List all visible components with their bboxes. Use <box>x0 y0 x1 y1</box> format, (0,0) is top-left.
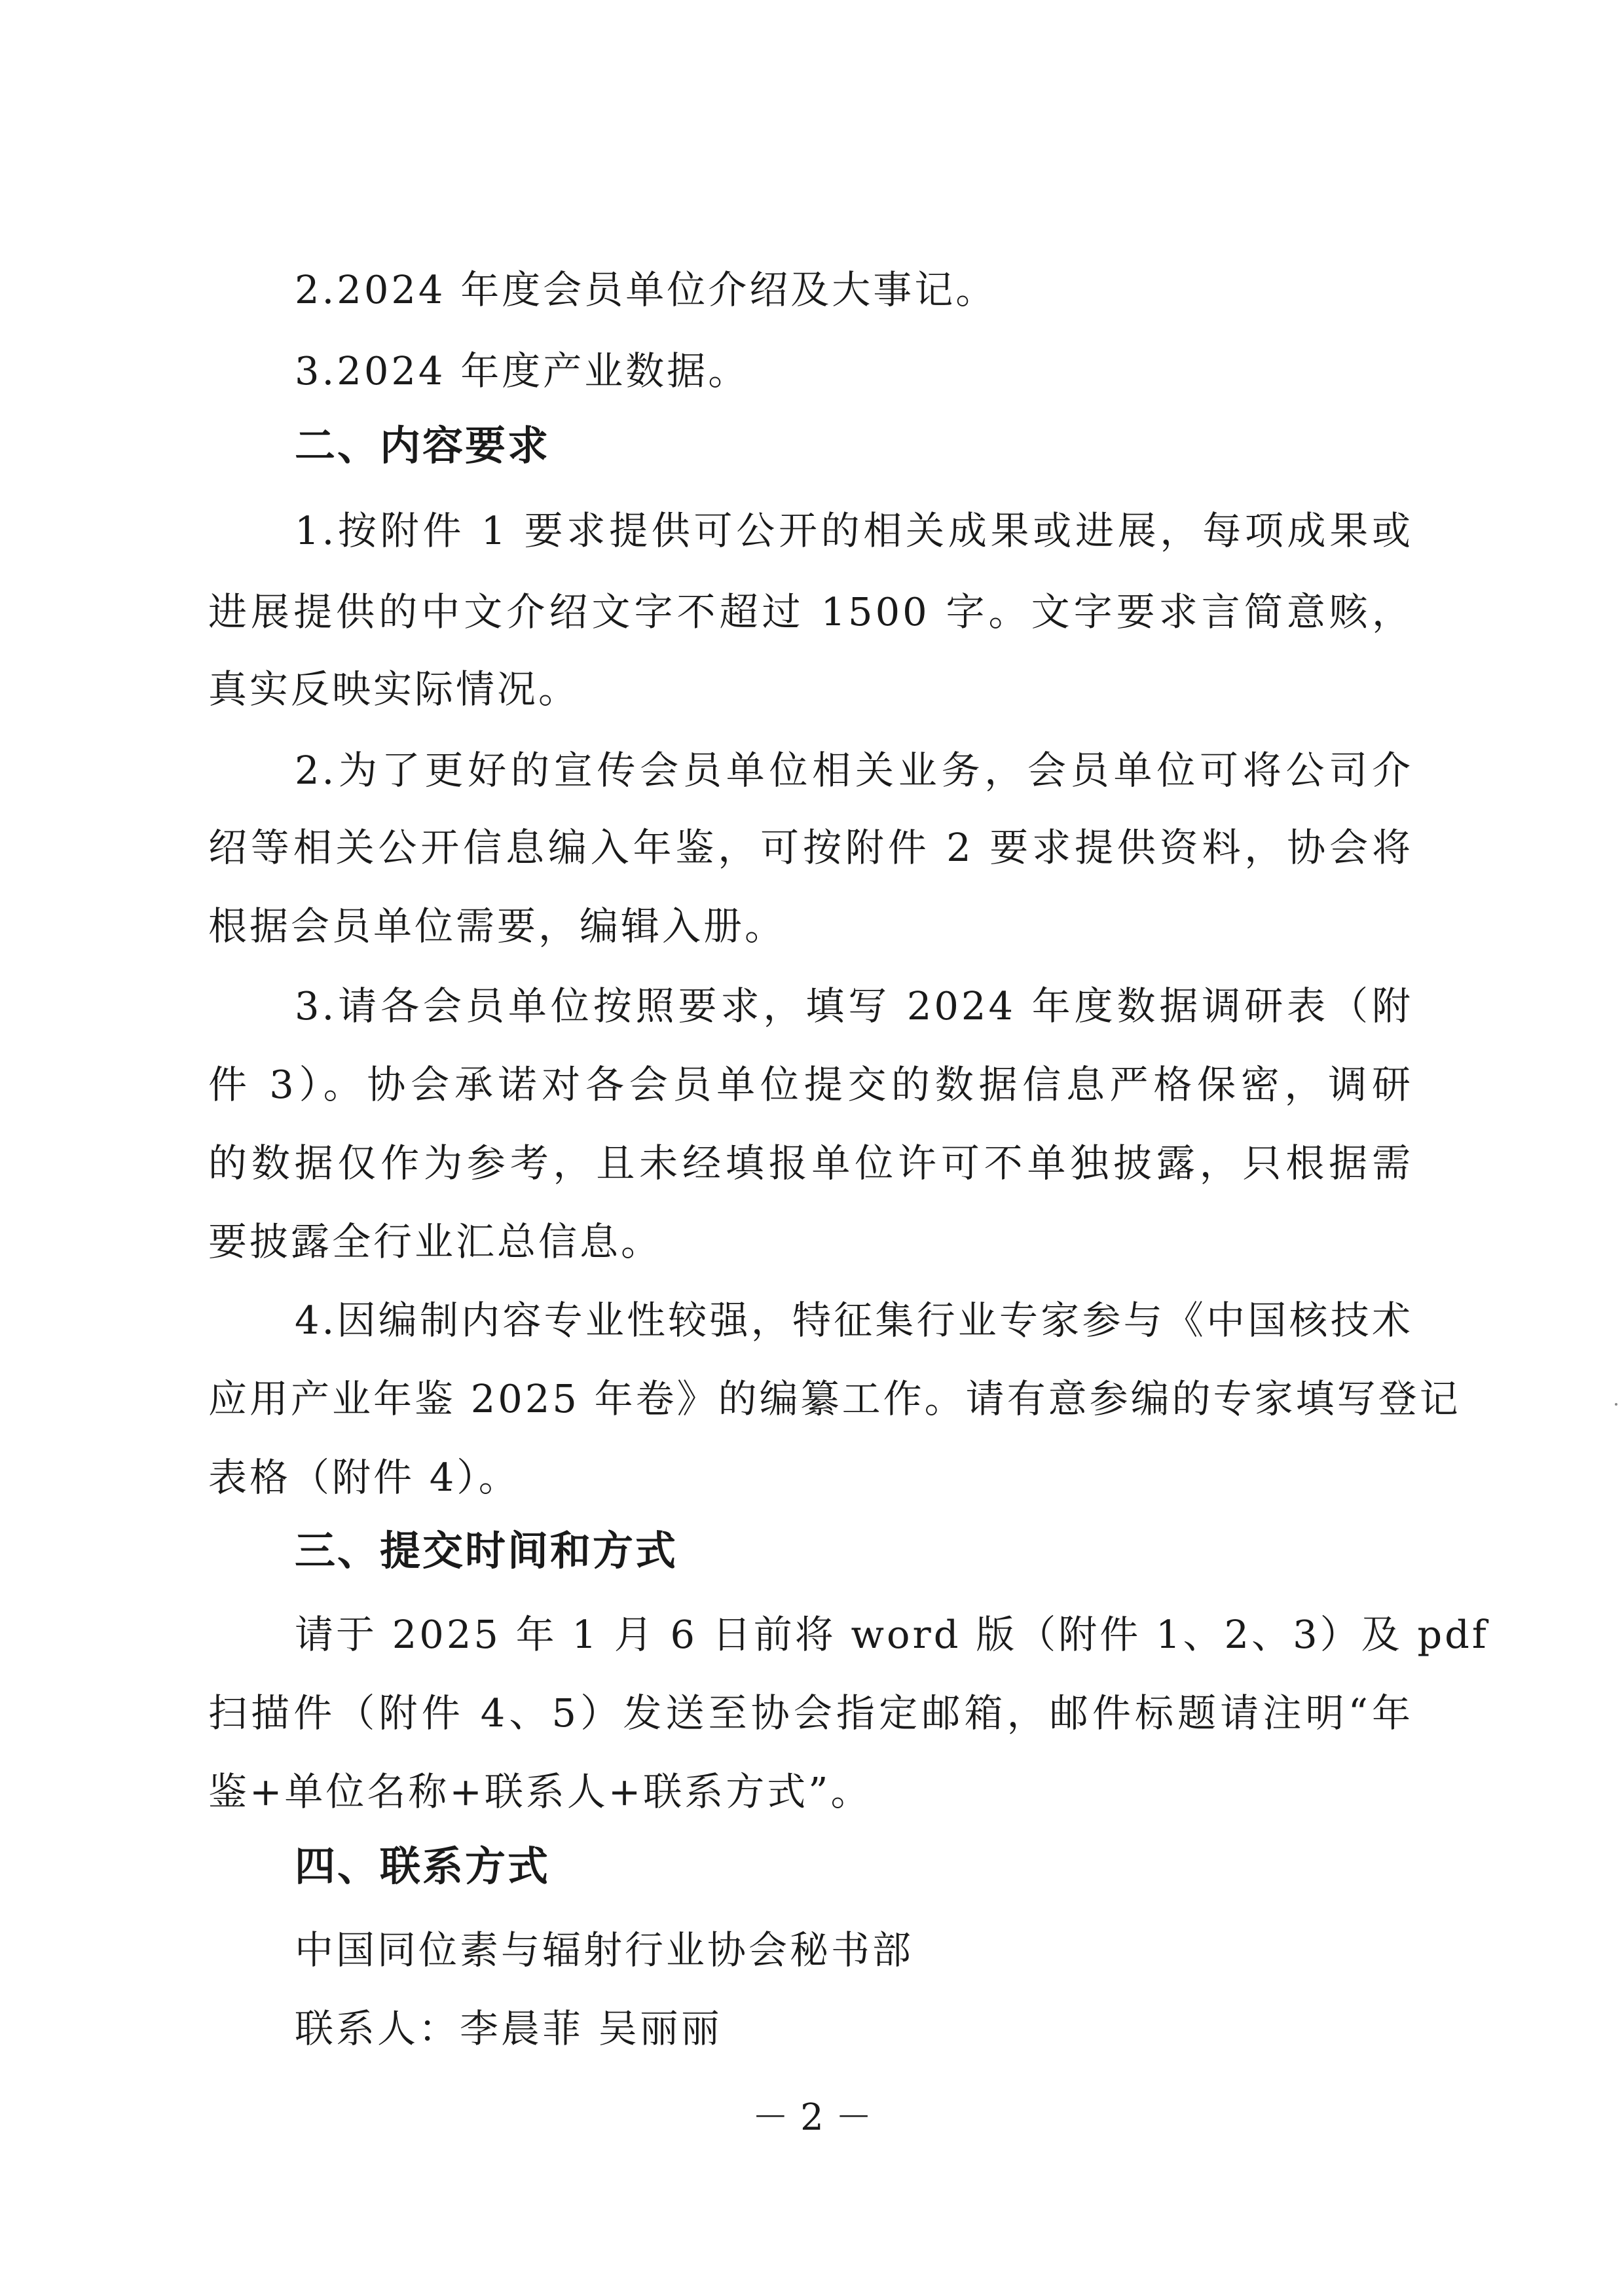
paragraph-line: 绍等相关公开信息编入年鉴，可按附件 2 要求提供资料，协会将 <box>208 825 1413 870</box>
paragraph-line: 2.2024 年度会员单位介绍及大事记。 <box>295 267 997 312</box>
section-heading: 三、提交时间和方式 <box>295 1527 678 1575</box>
paragraph-line: 真实反映实际情况。 <box>208 666 580 712</box>
page-number: － 2 － <box>752 2096 872 2139</box>
section-heading: 二、内容要求 <box>295 422 551 469</box>
paragraph-line: 表格（附件 4）。 <box>208 1455 520 1500</box>
paragraph-line: 件 3）。协会承诺对各会员单位提交的数据信息严格保密，调研 <box>208 1062 1413 1107</box>
paragraph-line: 应用产业年鉴 2025 年卷》的编纂工作。请有意参编的专家填写登记 <box>208 1376 1461 1421</box>
paragraph-line: 扫描件（附件 4、5）发送至协会指定邮箱，邮件标题请注明“年 <box>208 1690 1413 1736</box>
paragraph-line: 请于 2025 年 1 月 6 日前将 word 版（附件 1、2、3）及 pdf <box>295 1612 1489 1657</box>
scan-speck <box>1615 1403 1617 1406</box>
paragraph-line: 要披露全行业汇总信息。 <box>208 1219 663 1264</box>
paragraph-line: 3.2024 年度产业数据。 <box>295 348 750 393</box>
paragraph-line: 4.因编制内容专业性较强，特征集行业专家参与《中国核技术 <box>295 1298 1413 1343</box>
paragraph-line: 3.请各会员单位按照要求，填写 2024 年度数据调研表（附 <box>295 983 1413 1029</box>
paragraph-line: 2.为了更好的宣传会员单位相关业务，会员单位可将公司介 <box>295 748 1413 793</box>
paragraph-line: 进展提供的中文介绍文字不超过 1500 字。文字要求言简意赅， <box>208 589 1413 634</box>
section-heading: 四、联系方式 <box>295 1842 551 1890</box>
contact-person: 联系人：李晨菲 吴丽丽 <box>295 2006 722 2051</box>
paragraph-line: 的数据仅作为参考，且未经填报单位许可不单独披露，只根据需 <box>208 1140 1413 1186</box>
paragraph-line: 1.按附件 1 要求提供可公开的相关成果或进展，每项成果或 <box>295 508 1413 553</box>
paragraph-line: 鉴+单位名称+联系人+联系方式”。 <box>208 1769 872 1814</box>
contact-org: 中国同位素与辐射行业协会秘书部 <box>295 1927 914 1973</box>
paragraph-line: 根据会员单位需要，编辑入册。 <box>208 903 786 949</box>
